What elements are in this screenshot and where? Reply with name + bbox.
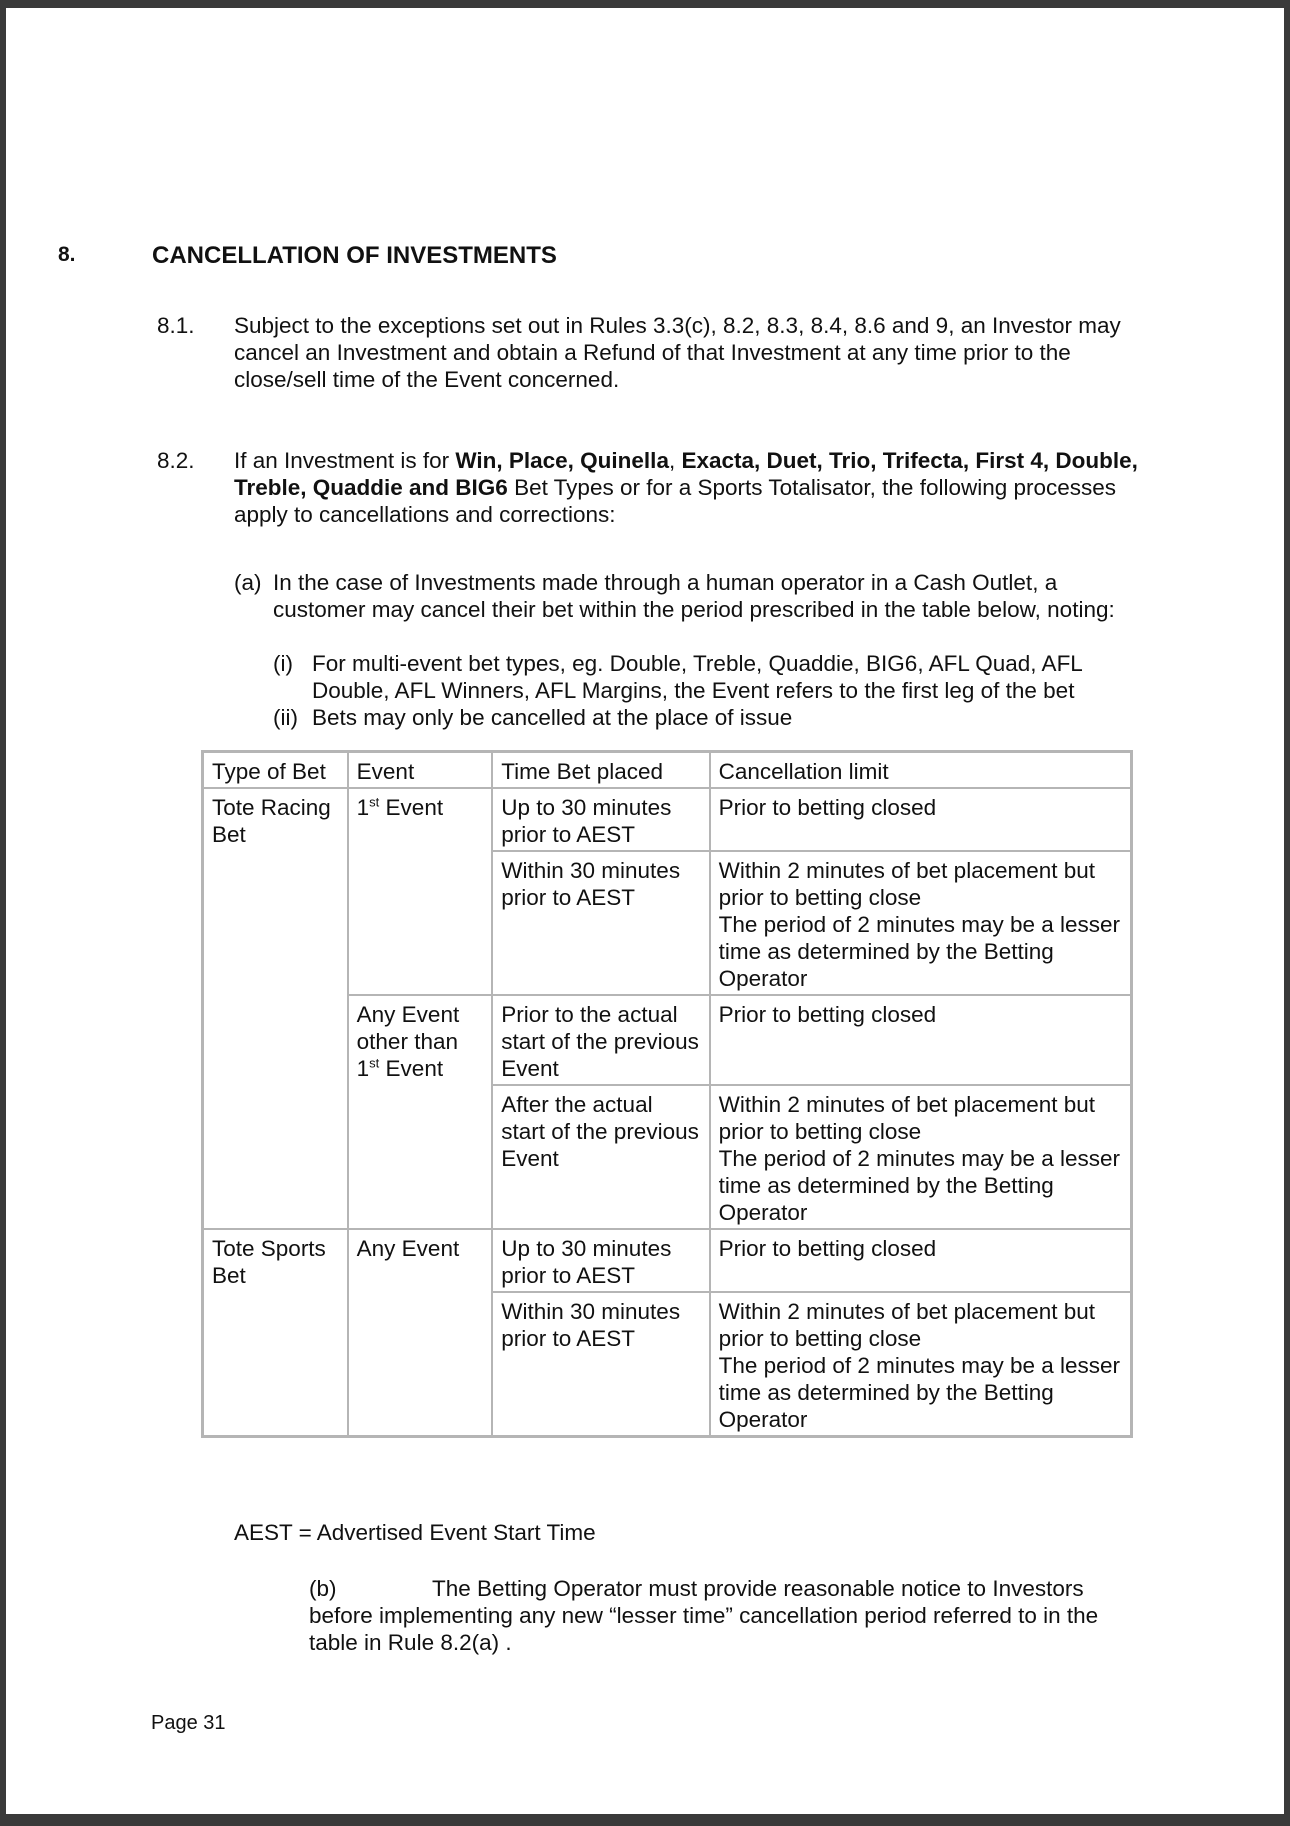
cell-time-up-to-30: Up to 30 minutes prior to AEST [492,788,709,851]
cancellation-table [201,750,1133,1438]
table-row [203,788,1132,851]
table-note: AEST = Advertised Event Start Time [234,1520,596,1545]
clause-8-2-number: 8.2. [157,448,195,473]
sub-a-text: In the case of Investments made through a human operator in a Cash Outlet, a customer may cancel their bet within the period prescribed in the table below, noting: [273,570,1115,622]
cell-time-up-to-30: Up to 30 minutes prior to AEST [492,1229,709,1292]
header-event: Event [348,752,493,789]
clause-8-1-number: 8.1. [157,313,195,338]
table-header-row [203,752,1132,789]
cell-any-event: Any Event [348,1229,493,1437]
sub-a-item-i-label: (i) [273,651,293,676]
sub-a-item-ii-label: (ii) [273,705,298,730]
cell-limit-within-2: Within 2 minutes of bet placement but prior to betting close The period of 2 minutes may be a lesser time as determined by the Betting Operator [710,851,1132,995]
cell-limit-within-2: Within 2 minutes of bet placement but prior to betting close The period of 2 minutes may be a lesser time as determined by the Betting Operator [710,1292,1132,1437]
header-time-bet-placed: Time Bet placed [492,752,709,789]
section-title: CANCELLATION OF INVESTMENTS [152,242,557,269]
cell-limit-prior-closed: Prior to betting closed [710,788,1132,851]
sub-a-item-ii-text: Bets may only be cancelled at the place of issue [312,705,793,730]
sub-b-text: The Betting Operator must provide reasonable notice to Investors before implementing any new “lesser time” cancellation period referred to in the table in Rule 8.2(a) . [309,1576,1099,1655]
cell-other-event: Any Event other than 1st Event [348,995,493,1229]
cell-time-prior-actual: Prior to the actual start of the previous Event [492,995,709,1085]
cell-time-within-30: Within 30 minutes prior to AEST [492,1292,709,1437]
cell-first-event: 1st Event [348,788,493,995]
page-number: Page 31 [151,1712,226,1734]
cell-limit-prior-closed: Prior to betting closed [710,1229,1132,1292]
cell-tote-sports-bet: Tote Sports Bet [203,1229,348,1437]
clause-8-2-text: If an Investment is for Win, Place, Quinella, Exacta, Duet, Trio, Trifecta, First 4, Double, Treble, Quaddie and BIG6 Bet Types or for a Sports Totalisator, the following processes apply to cancellations and corrections: [234,448,1138,527]
section-number: 8. [58,243,76,266]
sub-a-label: (a) [234,570,262,595]
cell-tote-racing-bet: Tote Racing Bet [203,788,348,1229]
cell-limit-within-2: Within 2 minutes of bet placement but prior to betting close The period of 2 minutes may be a lesser time as determined by the Betting Operator [710,1085,1132,1229]
header-type-of-bet: Type of Bet [203,752,348,789]
cell-limit-prior-closed: Prior to betting closed [710,995,1132,1085]
cell-time-within-30: Within 30 minutes prior to AEST [492,851,709,995]
cell-time-after-actual: After the actual start of the previous Event [492,1085,709,1229]
sub-b-label: (b) [309,1576,337,1601]
table-row [203,1229,1132,1292]
clause-8-1-text: Subject to the exceptions set out in Rules 3.3(c), 8.2, 8.3, 8.4, 8.6 and 9, an Investor may cancel an Investment and obtain a Refund of that Investment at any time prior to the close/sell time of the Event concerned. [234,313,1121,392]
sub-a-item-i-text: For multi-event bet types, eg. Double, Treble, Quaddie, BIG6, AFL Quad, AFL Double, AFL Winners, AFL Margins, the Event refers to the first leg of the bet [312,651,1082,703]
header-cancellation-limit: Cancellation limit [710,752,1132,789]
